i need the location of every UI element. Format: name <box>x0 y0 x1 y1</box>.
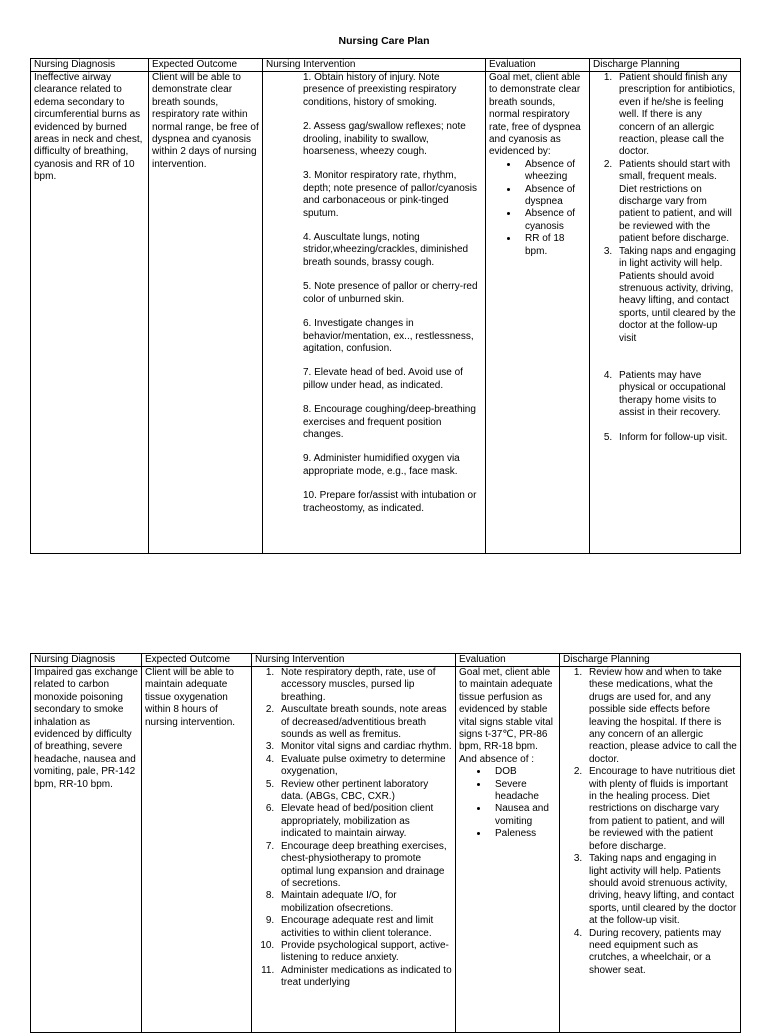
intervention-item: 9. Administer humidified oxygen via appropriate mode, e.g., face mask. <box>303 453 460 477</box>
table-row <box>31 667 741 1033</box>
evaluation-list <box>459 766 556 840</box>
evaluation-item: • DOB <box>489 766 556 778</box>
header-diagnosis: Nursing Diagnosis <box>31 59 149 72</box>
discharge-list <box>563 667 737 977</box>
intervention-cell <box>263 72 486 554</box>
evaluation-item: • Absence of wheezing <box>519 159 586 184</box>
evaluation-item: • Nausea and vomiting <box>489 803 556 828</box>
discharge-item: 1. Review how and when to take these medications, what the drugs are used for, and any possible side effects before leaving the hospital. If there is any concern of an allergic reaction, please advice to call the doctor. <box>585 667 737 766</box>
evaluation-text: Goal met, client able to demonstrate clear breath sounds, normal respiratory rate, free of dyspnea and cyanosis as evidenced by: <box>489 72 581 158</box>
evaluation-cell <box>456 667 560 1033</box>
discharge-list <box>593 72 737 444</box>
evaluation-item: • Paleness <box>489 828 556 840</box>
header-intervention: Nursing Intervention <box>263 59 486 72</box>
intervention-item: 8. Maintain adequate I/O, for mobilization ofsecretions. <box>277 890 452 915</box>
discharge-item: 3. Taking naps and engaging in light activity will help. Patients should avoid strenuous activity, driving, heavy lifting, and contact sports, until cleared by the doctor at the follow-up visit <box>615 246 737 345</box>
intervention-item: 5. Note presence of pallor or cherry-red color of unburned skin. <box>303 281 478 305</box>
intervention-cell <box>252 667 456 1033</box>
discharge-cell <box>590 72 741 554</box>
diagnosis-cell <box>31 72 149 554</box>
header-evaluation: Evaluation <box>486 59 590 72</box>
table-header-row <box>31 59 741 72</box>
evaluation-cell <box>486 72 590 554</box>
header-outcome: Expected Outcome <box>149 59 263 72</box>
outcome-text: Client will be able to maintain adequate tissue oxygenation within 8 hours of nursing intervention. <box>145 667 236 728</box>
intervention-item: 2. Assess gag/swallow reflexes; note drooling, inability to swallow, hoarseness, wheezy cough. <box>303 121 466 158</box>
discharge-item: 3. Taking naps and engaging in light activity will help. Patients should avoid strenuous activity, driving, heavy lifting, and contact sports, until cleared by the doctor at the follow-up visit. <box>585 853 737 927</box>
intervention-item: 1. Note respiratory depth, rate, use of accessory muscles, pursed lip breathing. <box>277 667 452 704</box>
evaluation-list <box>489 159 586 258</box>
outcome-text: Client will be able to demonstrate clear breath sounds, respiratory rate within normal range, be free of dyspnea and cyanosis within 2 days of nursing intervention. <box>152 72 259 170</box>
diagnosis-text: Ineffective airway clearance related to edema secondary to circumferential burns as evidenced by burned areas in neck and chest, difficulty of breathing, cyanosis and RR of 10 bpm. <box>34 72 143 183</box>
care-plan-table-1 <box>30 58 741 554</box>
diagnosis-text: Impaired gas exchange related to carbon monoxide poisoning secondary to smoke inhalation as evidenced by difficulty of breathing, severe headache, nausea and vomiting, pale, PR-142 bpm, RR-10 bpm. <box>34 667 138 790</box>
evaluation-item: • Absence of cyanosis <box>519 208 586 233</box>
evaluation-item: • RR of 18 bpm. <box>519 233 586 258</box>
intervention-list <box>255 667 452 990</box>
discharge-item: 2. Encourage to have nutritious diet with plenty of fluids is important in the healing process. Diet restrictions on discharge vary from patient to patient, and will be reviewed with the patient before discharge. <box>585 766 737 853</box>
intervention-item: 3. Monitor respiratory rate, rhythm, depth; note presence of pallor/cyanosis and carbonaceous or pink-tinged sputum. <box>303 170 477 219</box>
header-discharge: Discharge Planning <box>590 59 741 72</box>
intervention-item: 4. Evaluate pulse oximetry to determine oxygenation, <box>277 754 452 779</box>
evaluation-item: • Severe headache <box>489 779 556 804</box>
intervention-item: 5. Review other pertinent laboratory data. (ABGs, CBC, CXR.) <box>277 779 452 804</box>
intervention-item: 10. Provide psychological support, active-listening to reduce anxiety. <box>277 940 452 965</box>
discharge-item: 1. Patient should finish any prescription for antibiotics, even if he/she is feeling well. If there is any concern of an allergic reaction, please call the doctor. <box>615 72 737 159</box>
header-outcome: Expected Outcome <box>142 654 252 667</box>
intervention-item: 9. Encourage adequate rest and limit activities to within client tolerance. <box>277 915 452 940</box>
table-header-row <box>31 654 741 667</box>
discharge-item: 2. Patients should start with small, frequent meals. Diet restrictions on discharge vary from patient to patient, and will be reviewed with the patient before discharge. <box>615 159 737 246</box>
evaluation-text: Goal met, client able to maintain adequate tissue perfusion as evidenced by stable vital signs stable vital signs t-37℃, PR-86 bpm, RR-18 bpm. And absence of : <box>459 667 553 765</box>
intervention-item: 7. Encourage deep breathing exercises, chest-physiotherapy to promote optimal lung expansion and drainage of secretions. <box>277 841 452 891</box>
header-intervention: Nursing Intervention <box>252 654 456 667</box>
header-evaluation: Evaluation <box>456 654 560 667</box>
intervention-item: 1. Obtain history of injury. Note presence of preexisting respiratory conditions, history of smoking. <box>303 72 457 108</box>
table-row <box>31 72 741 554</box>
diagnosis-cell <box>31 667 142 1033</box>
intervention-item: 3. Monitor vital signs and cardiac rhythm. <box>277 741 452 753</box>
intervention-item: 6. Investigate changes in behavior/mentation, ex.., restlessness, agitation, confusion. <box>303 318 474 354</box>
care-plan-table-2 <box>30 653 741 1033</box>
page-title: Nursing Care Plan <box>338 35 430 47</box>
outcome-cell <box>149 72 263 554</box>
discharge-item: 5. Inform for follow-up visit. <box>615 432 737 444</box>
intervention-item: 11. Administer medications as indicated to treat underlying <box>277 965 452 990</box>
intervention-item: 7. Elevate head of bed. Avoid use of pillow under head, as indicated. <box>303 367 463 391</box>
intervention-item: 2. Auscultate breath sounds, note areas of decreased/adventitious breath sounds as well as fremitus. <box>277 704 452 741</box>
header-diagnosis: Nursing Diagnosis <box>31 654 142 667</box>
discharge-item: 4. During recovery, patients may need equipment such as crutches, a wheelchair, or a shower seat. <box>585 928 737 978</box>
intervention-item: 6. Elevate head of bed/position client appropriately, mobilization as indicated to maintain airway. <box>277 803 452 840</box>
evaluation-item: • Absence of dyspnea <box>519 184 586 209</box>
intervention-item: 10. Prepare for/assist with intubation or tracheostomy, as indicated. <box>303 490 477 514</box>
intervention-item: 4. Auscultate lungs, noting stridor,wheezing/crackles, diminished breath sounds, brassy cough. <box>303 232 469 268</box>
header-discharge: Discharge Planning <box>560 654 741 667</box>
discharge-item: 4. Patients may have physical or occupational therapy home visits to assist in their recovery. <box>615 370 737 420</box>
discharge-cell <box>560 667 741 1033</box>
intervention-item: 8. Encourage coughing/deep-breathing exercises and frequent position changes. <box>303 404 476 440</box>
outcome-cell <box>142 667 252 1033</box>
